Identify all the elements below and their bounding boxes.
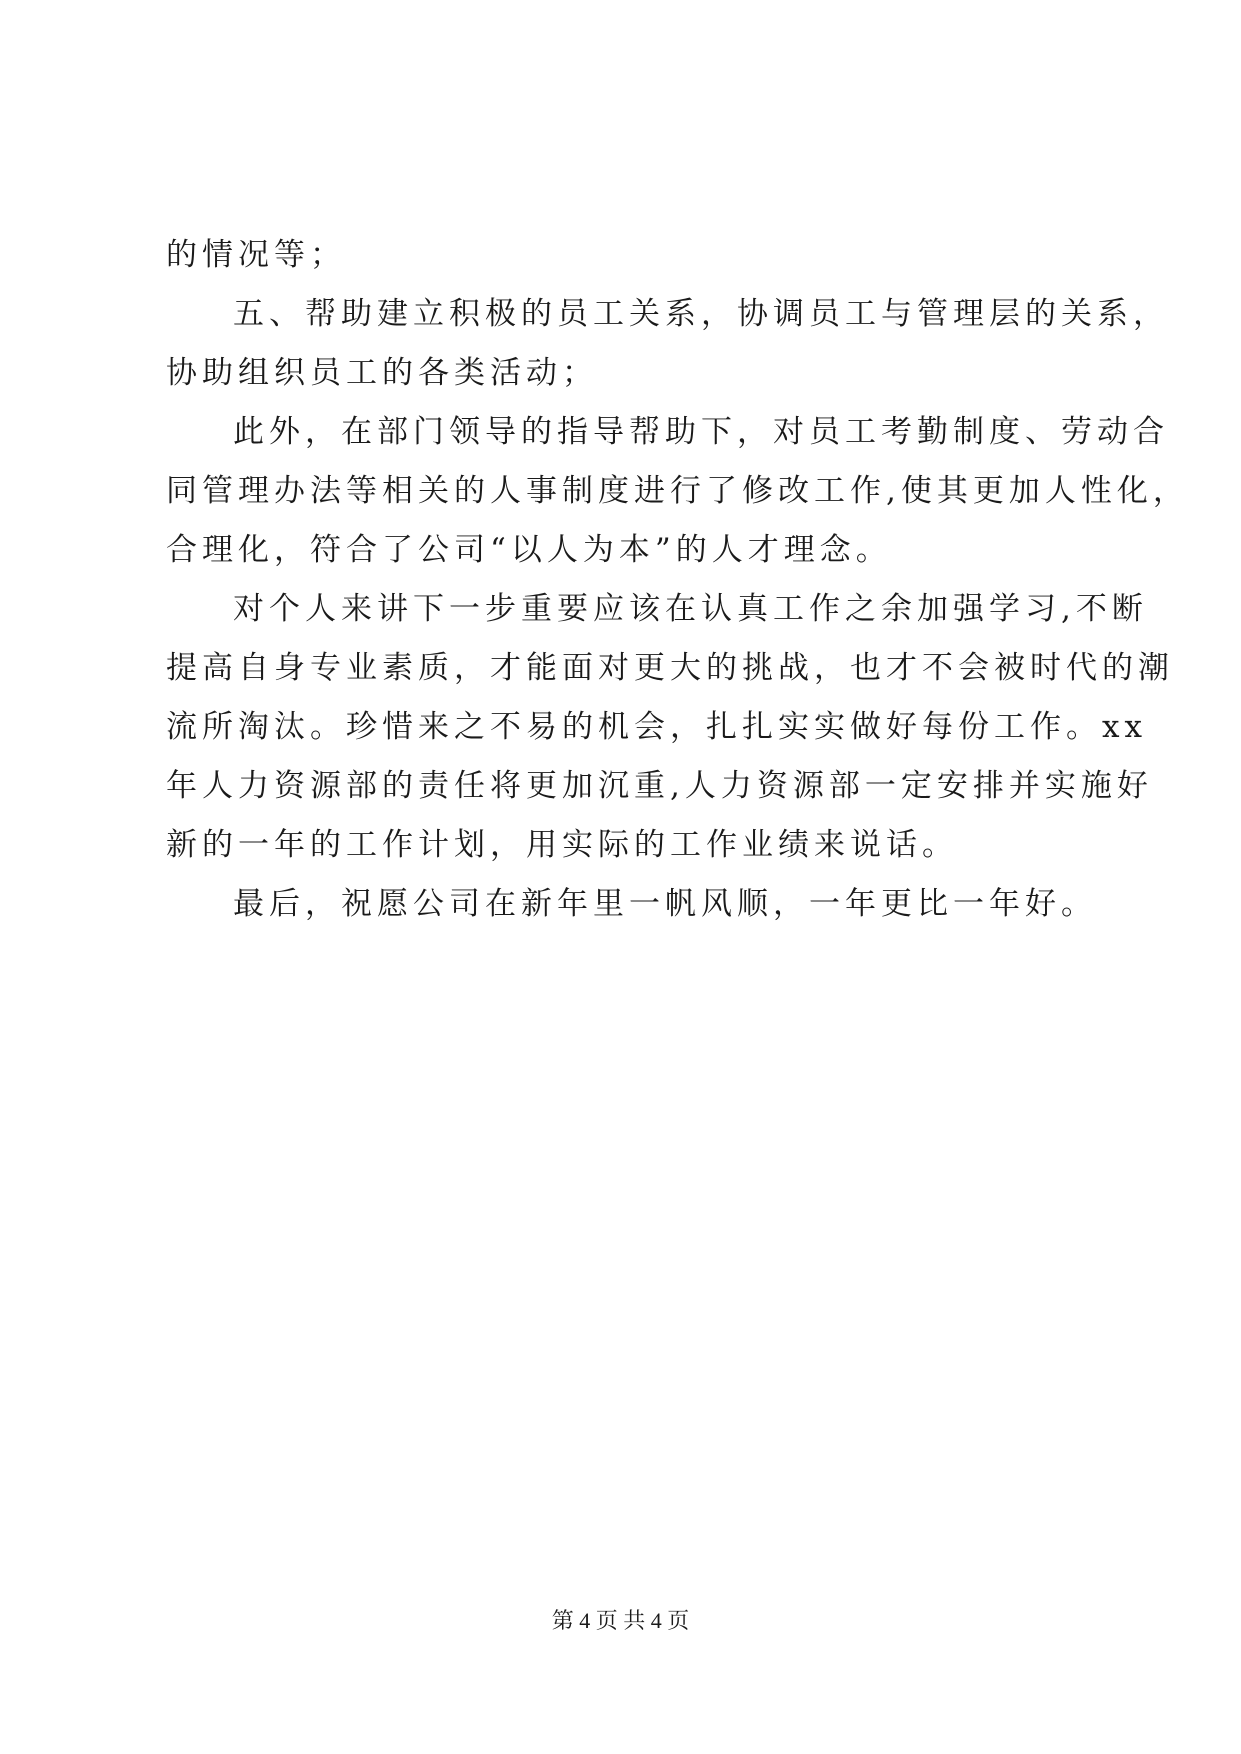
text-line: 此外，在部门领导的指导帮助下，对员工考勤制度、劳动合	[233, 414, 1169, 450]
text-line: 同管理办法等相关的人事制度进行了修改工作,使其更加人性化，	[166, 473, 1189, 509]
text-line: 协助组织员工的各类活动；	[166, 355, 598, 391]
text-line: 的情况等；	[166, 237, 346, 273]
text-line: 合理化，符合了公司“以人为本”的人才理念。	[166, 532, 892, 568]
text-line: 对个人来讲下一步重要应该在认真工作之余加强学习,不断	[233, 591, 1148, 627]
page-footer	[0, 1604, 1241, 1635]
text-line: 流所淘汰。珍惜来之不易的机会，扎扎实实做好每份工作。xx	[166, 709, 1147, 745]
text-line: 最后，祝愿公司在新年里一帆风顺，一年更比一年好。	[233, 886, 1097, 922]
text-line: 提高自身专业素质，才能面对更大的挑战，也才不会被时代的潮	[166, 650, 1174, 686]
page-number-label: 第 4 页 共 4 页	[551, 1608, 690, 1633]
text-line: 五、帮助建立积极的员工关系，协调员工与管理层的关系，	[233, 296, 1169, 332]
text-line: 年人力资源部的责任将更加沉重,人力资源部一定安排并实施好	[166, 768, 1153, 804]
text-line: 新的一年的工作计划，用实际的工作业绩来说话。	[166, 827, 958, 863]
document-body	[166, 226, 1189, 934]
